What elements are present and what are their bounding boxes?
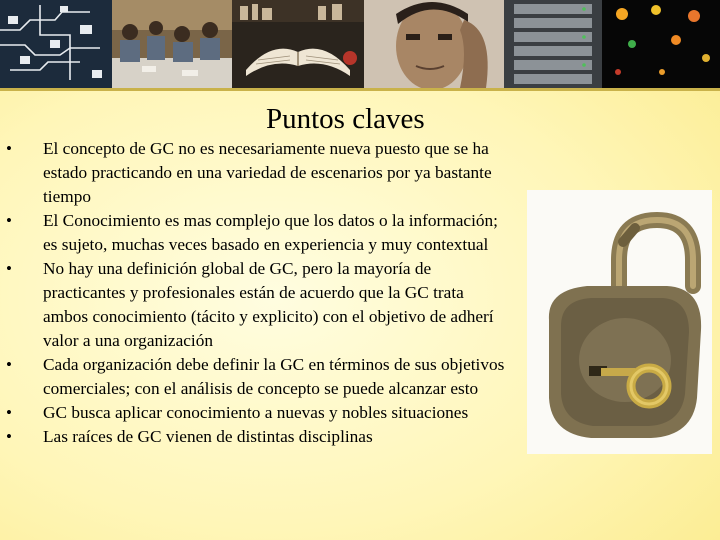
thinking-man-photo xyxy=(364,0,504,88)
bullet-text: No hay una definición global de GC, pero la mayoría de practicantes y profesionales están de acuerdo que la GC trata ambos conocimiento (tácito y explicito) con el objetivo de adherí valor a una organización xyxy=(43,259,494,350)
padlock-with-key-photo xyxy=(527,190,712,454)
bullet-text: GC busca aplicar conocimiento a nuevas y nobles situaciones xyxy=(43,403,469,422)
bullet-list xyxy=(0,137,510,449)
bullet-text: Cada organización debe definir la GC en términos de sus objetivos comerciales; con el análisis de concepto se puede alcanzar esto xyxy=(43,355,505,398)
list-item xyxy=(0,401,510,425)
bullet-icon: • xyxy=(6,259,12,278)
bullet-icon: • xyxy=(6,355,12,374)
photo-banner xyxy=(0,0,720,88)
meeting-room-photo xyxy=(112,0,232,88)
bullet-text: Las raíces de GC vienen de distintas disciplinas xyxy=(43,427,373,446)
list-item xyxy=(0,137,510,209)
bullet-icon: • xyxy=(6,139,12,158)
banner-divider xyxy=(0,88,720,91)
bullet-text: El concepto de GC no es necesariamente nueva puesto que se ha estado practicando en una variedad de escenarios por ya bastante tiempo xyxy=(43,139,492,206)
slide-title: Puntos claves xyxy=(266,103,425,135)
server-rack-photo xyxy=(504,0,602,88)
bullet-icon: • xyxy=(6,403,12,422)
list-item xyxy=(0,425,510,449)
bullet-text: El Conocimiento es mas complejo que los datos o la información; es sujeto, muchas veces basado en experiencia y muy contextual xyxy=(43,211,498,254)
bullet-icon: • xyxy=(6,427,12,446)
network-diagram-photo xyxy=(0,0,112,88)
list-item xyxy=(0,257,510,353)
open-book-photo xyxy=(232,0,364,88)
bullet-icon: • xyxy=(6,211,12,230)
list-item xyxy=(0,353,510,401)
colored-lights-photo xyxy=(602,0,720,88)
list-item xyxy=(0,209,510,257)
